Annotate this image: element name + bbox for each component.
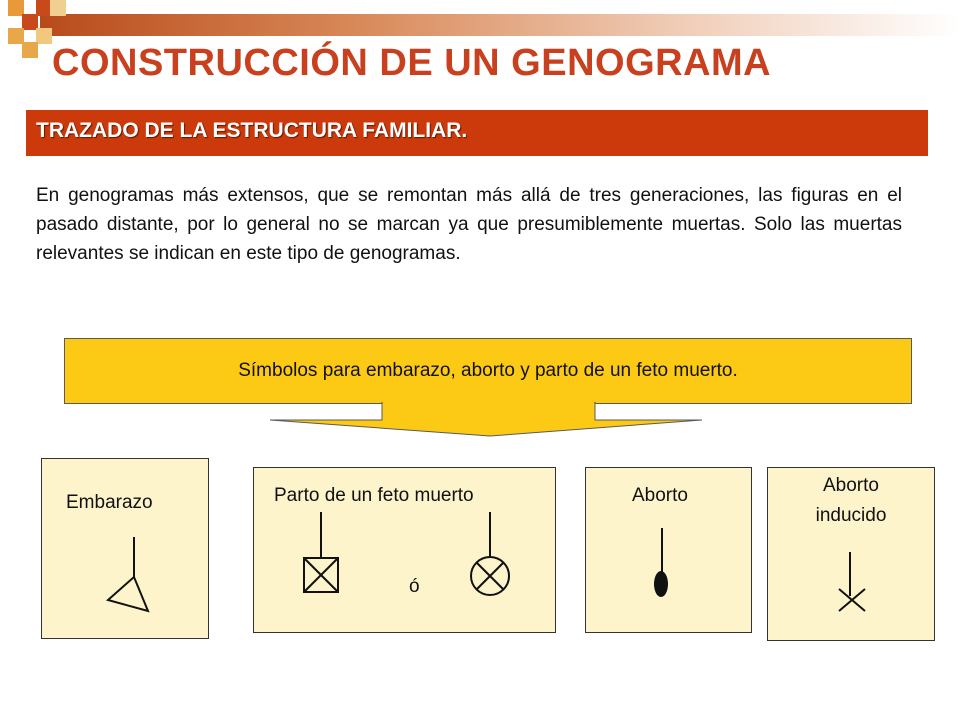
deco-square <box>36 28 52 44</box>
pregnancy-label: Embarazo <box>66 492 153 513</box>
symbol-box-pregnancy <box>41 458 209 639</box>
pregnancy-symbol-icon <box>42 459 210 640</box>
section-banner <box>26 110 928 156</box>
callout-text: Símbolos para embarazo, aborto y parto de un feto muerto. <box>238 360 738 381</box>
body-paragraph: En genogramas más extensos, que se remontan más allá de tres generaciones, las figuras en el pasado distante, por lo general no se marcan ya que presumiblemente muertas. Solo las muertas relevantes se indican en este tipo de genogramas. <box>36 185 902 264</box>
miscarriage-symbol-icon <box>586 468 753 634</box>
stillbirth-separator: ó <box>409 576 420 597</box>
symbol-box-miscarriage <box>585 467 752 633</box>
miscarriage-label: Aborto <box>632 485 688 506</box>
induced-abortion-label-line1: Aborto <box>823 475 879 496</box>
stillbirth-label: Parto de un feto muerto <box>274 485 474 506</box>
down-arrow-shape <box>270 402 710 442</box>
section-subtitle: TRAZADO DE LA ESTRUCTURA FAMILIAR. <box>36 119 468 142</box>
page-title: CONSTRUCCIÓN DE UN GENOGRAMA <box>52 42 772 84</box>
symbol-box-induced-abortion <box>767 467 935 641</box>
deco-square <box>22 42 38 58</box>
deco-square <box>50 0 66 16</box>
symbol-box-stillbirth <box>253 467 556 633</box>
induced-abortion-symbol-icon <box>768 468 936 642</box>
header-gradient-bar <box>40 14 960 36</box>
stillbirth-symbols-icon <box>254 468 557 634</box>
induced-abortion-label-line2: inducido <box>815 505 887 526</box>
callout-box <box>64 338 912 404</box>
